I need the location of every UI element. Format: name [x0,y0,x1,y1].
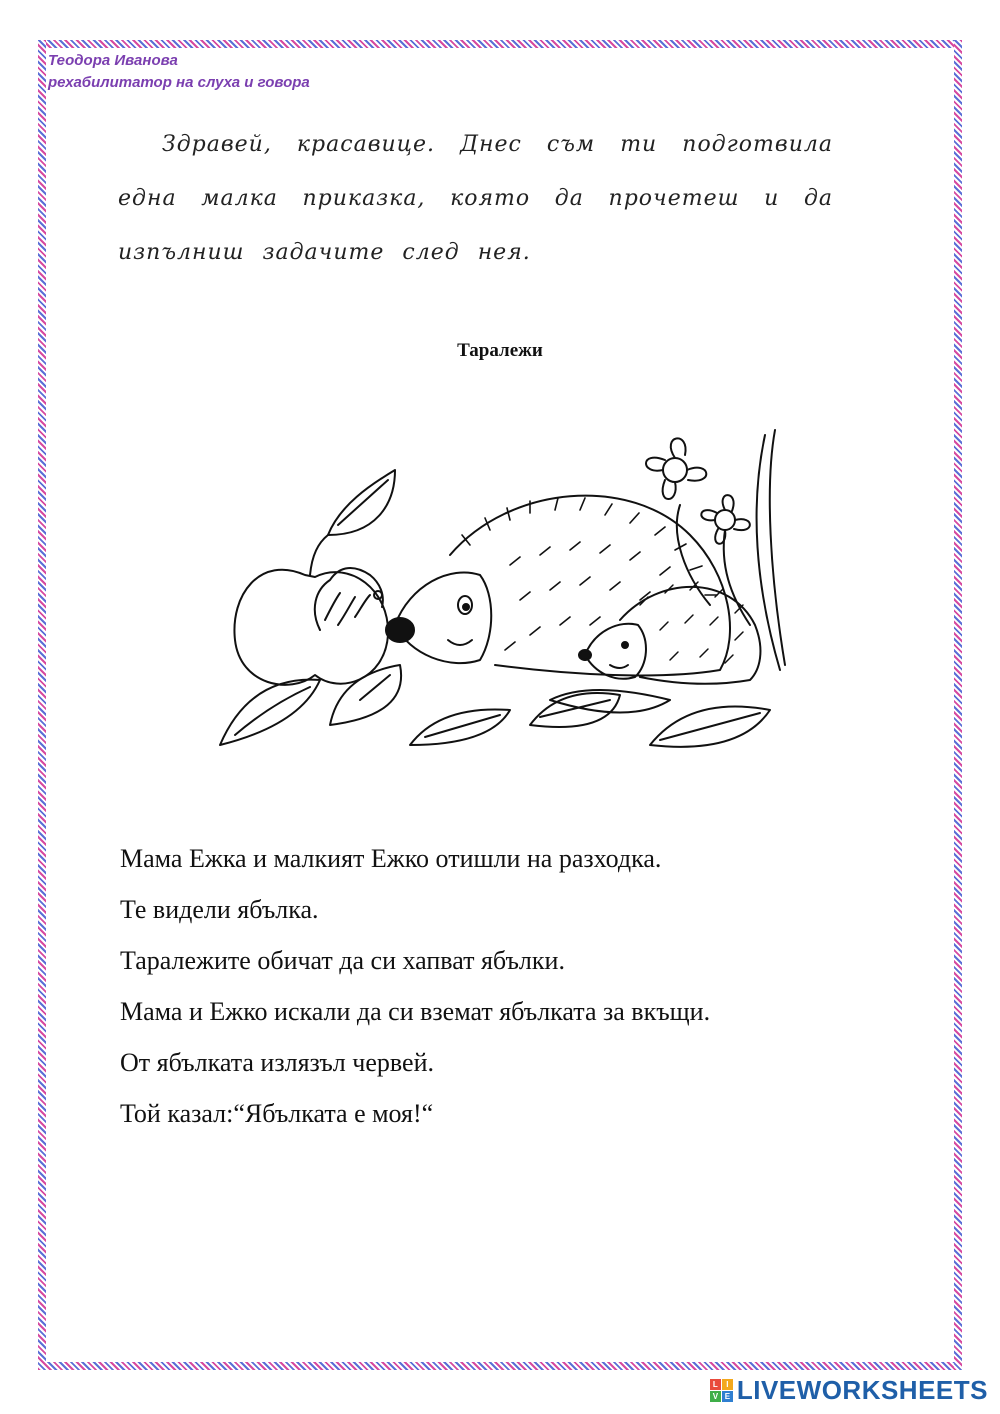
author-name: Теодора Иванова [48,52,178,69]
page-border-bottom [38,1362,962,1370]
liveworksheets-logo[interactable] [710,1375,988,1406]
baby-hedgehog [579,582,760,684]
story-title: Таралежи [457,340,543,361]
mama-hedgehog [386,496,730,676]
apple [234,470,395,685]
story-line: Те видели ябълка. [120,895,319,924]
page-border-top [38,40,962,48]
flowers [646,430,785,670]
story-line: От ябълката излязъл червей. [120,1048,434,1077]
page-border-left [38,40,46,1370]
hedgehog-illustration [210,425,790,770]
story-line: Мама и Ежко искали да си вземат ябълката за вкъщи. [120,997,711,1026]
brand-text: LIVEWORKSHEETS [736,1375,988,1405]
page-border-right [954,40,962,1370]
author-block [48,50,310,94]
story-text [120,833,710,1139]
story-line: Таралежите обичат да си хапват ябълки. [120,946,565,975]
worm [315,568,383,630]
story-line: Мама Ежка и малкият Ежко отишли на разходка. [120,844,662,873]
leaves [220,665,770,747]
author-role: рехабилитатор на слуха и говора [48,74,310,91]
intro-text: Здравей, красавице. Днес съм ти подготвила една малка приказка, която да прочетеш и да изпълниш задачите след нея. [118,132,833,265]
brand-logo-icon: L I V E [710,1379,733,1402]
story-line: Той казал:“Ябълката е моя!“ [120,1099,434,1128]
